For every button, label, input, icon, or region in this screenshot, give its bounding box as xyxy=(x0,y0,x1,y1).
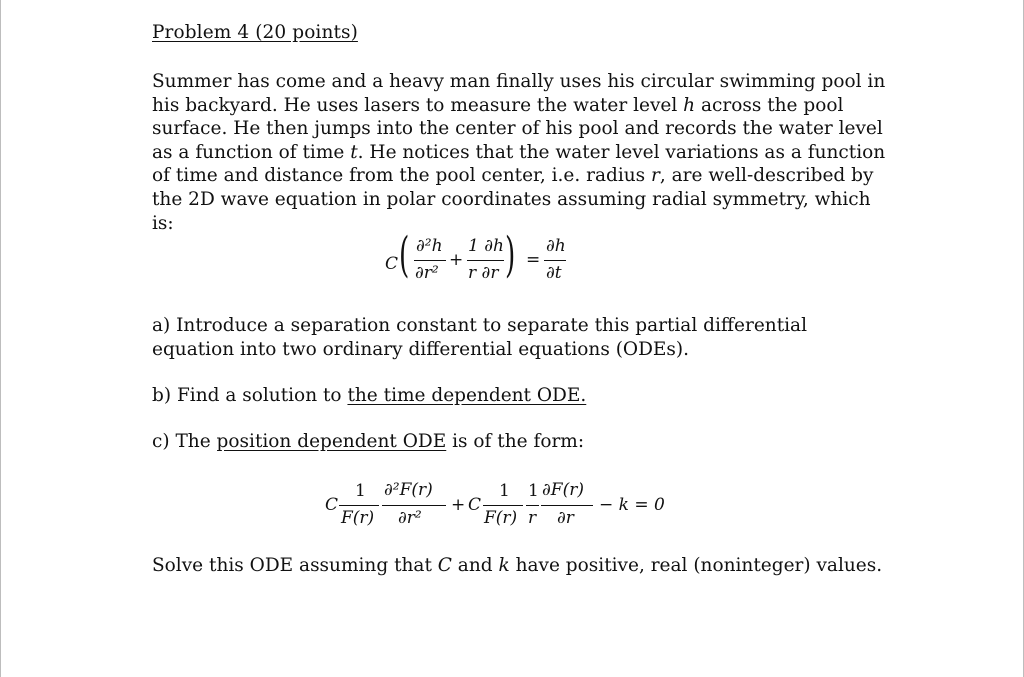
eq2-frac1-denominator: F(r) xyxy=(341,508,375,528)
eq1-open-paren: ( xyxy=(399,227,410,283)
eq1-rhs-denominator: ∂t xyxy=(546,263,562,283)
eq2-frac5-numerator: ∂F(r) xyxy=(542,480,584,500)
intro-text-1: Summer has come and a heavy man finally uses his circular swimming pool in his backyard. He uses lasers to measure the water level xyxy=(152,71,886,116)
eq2-frac5-bar xyxy=(541,505,593,506)
eq2-frac4-bar xyxy=(526,505,539,506)
eq2-frac1-bar xyxy=(339,505,379,506)
eq1-term2-numerator: 1 ∂h xyxy=(468,236,504,256)
eq2-frac2-bar xyxy=(382,505,446,506)
part-c-prefix: c) The xyxy=(152,431,217,452)
eq2-plus: + xyxy=(451,495,466,515)
eq2-frac2-numerator: ∂²F(r) xyxy=(384,480,433,500)
var-k: k xyxy=(498,555,510,576)
intro-text-2: across the pool surface. He then jumps into the center of his pool and records the water level as a function of time xyxy=(152,94,883,163)
solve-text-1: Solve this ODE assuming that xyxy=(152,555,438,576)
eq2-frac4-numerator: 1 xyxy=(528,481,539,501)
problem-title: Problem 4 (20 points) xyxy=(152,22,358,43)
eq1-rhs-numerator: ∂h xyxy=(546,236,566,256)
eq1-close-paren: ) xyxy=(505,227,516,283)
eq1-term1-numerator: ∂²h xyxy=(416,236,443,256)
var-t: t xyxy=(350,141,358,163)
solve-text-3: have positive, real (noninteger) values. xyxy=(509,555,883,576)
eq2-coef-1: C xyxy=(325,495,339,515)
var-r: r xyxy=(651,165,660,187)
eq2-frac3-denominator: F(r) xyxy=(484,508,518,528)
var-h: h xyxy=(683,94,696,116)
part-c-underlined: position dependent ODE xyxy=(216,431,447,452)
eq1-term2-denominator: r ∂r xyxy=(468,263,499,283)
part-b-underlined: the time dependent ODE. xyxy=(347,385,587,406)
solve-text-2: and xyxy=(451,555,499,576)
var-c: C xyxy=(437,555,452,576)
eq1-coef: C xyxy=(385,254,399,274)
solve-instruction xyxy=(152,554,892,578)
eq2-frac4-denominator: r xyxy=(528,508,537,528)
eq1-plus: + xyxy=(449,250,464,270)
eq2-frac3-numerator: 1 xyxy=(499,481,510,501)
part-b-prefix: b) Find a solution to xyxy=(152,385,348,406)
part-a: a) Introduce a separation constant to separate this partial differential equation into two ordinary differential equations (ODEs). xyxy=(152,315,807,360)
intro-text-4: , are well-described by the 2D wave equation in polar coordinates assuming radial symmetry, which is: xyxy=(152,165,874,234)
eq2-frac2-denominator: ∂r² xyxy=(398,508,422,528)
eq2-frac3-bar xyxy=(483,505,523,506)
eq2-coef-2: C xyxy=(468,495,482,515)
eq2-frac1-numerator: 1 xyxy=(355,481,366,501)
eq2-frac5-denominator: ∂r xyxy=(557,508,574,528)
eq1-equals: = xyxy=(526,250,541,270)
part-c-suffix: is of the form: xyxy=(446,431,585,452)
intro-text-3: . He notices that the water level variations as a function of time and distance from the pool center, i.e. radius xyxy=(152,141,886,187)
eq1-term1-denominator: ∂r² xyxy=(415,263,439,283)
eq2-tail: − k = 0 xyxy=(599,495,665,515)
